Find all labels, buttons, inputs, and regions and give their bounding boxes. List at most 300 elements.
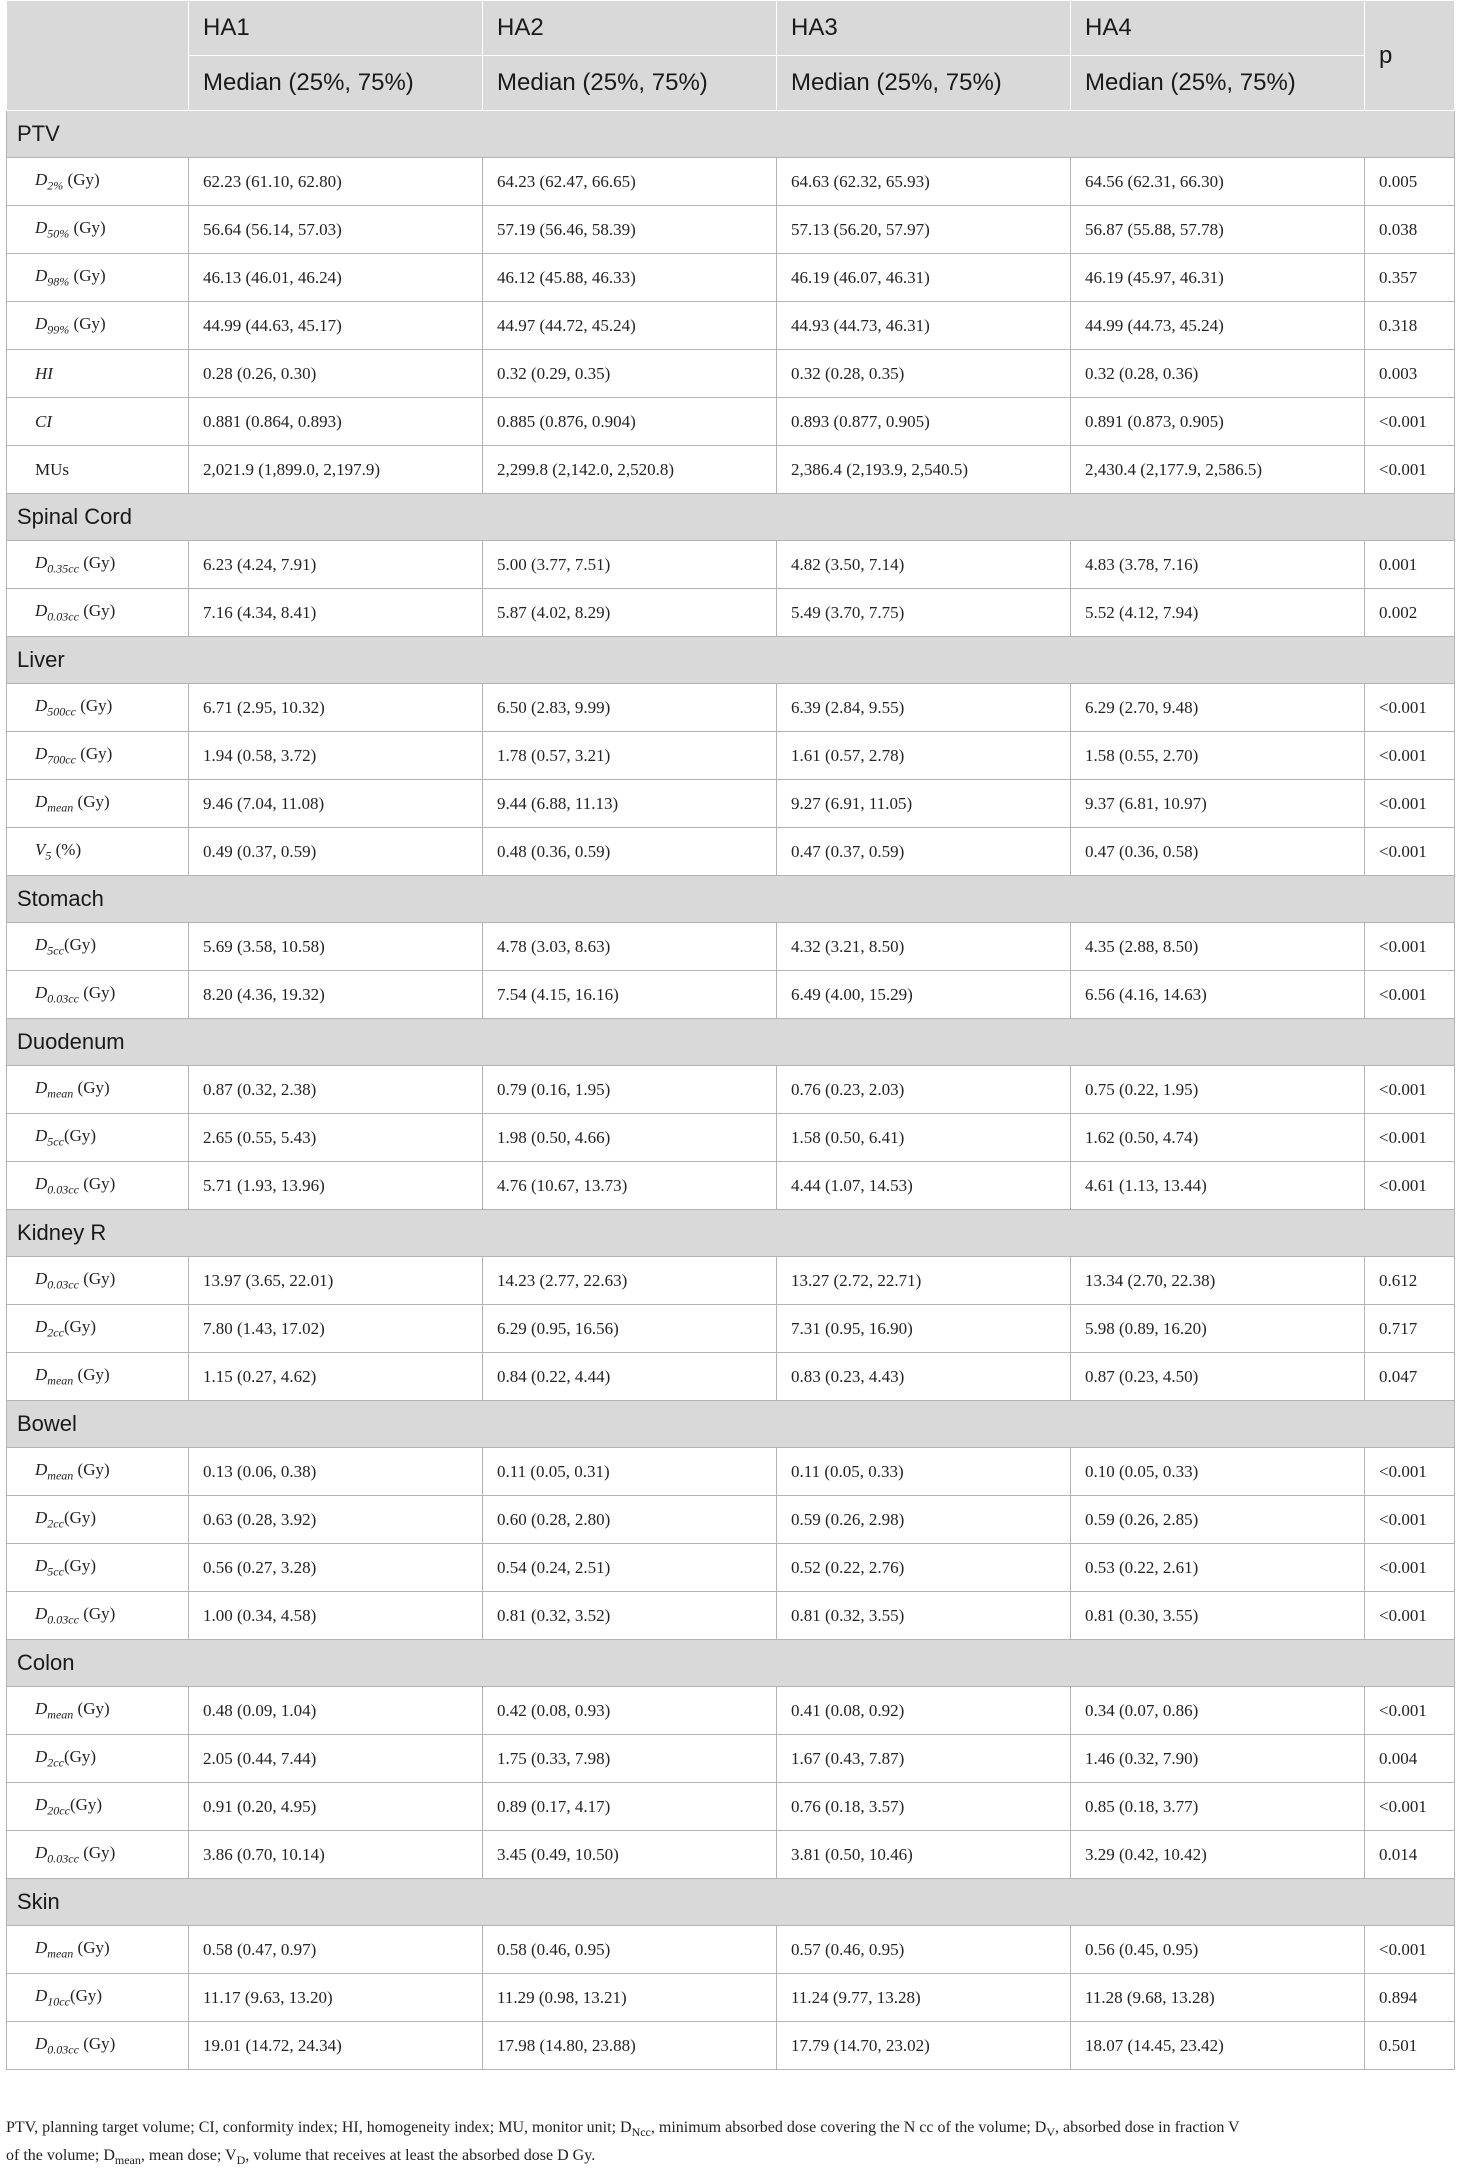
- median-cell-ha3: 5.49 (3.70, 7.75): [777, 589, 1071, 637]
- header-sub-ha4: Median (25%, 75%): [1071, 56, 1365, 111]
- row-label-symbol: D: [35, 1316, 48, 1336]
- median-cell-ha2: 6.50 (2.83, 9.99): [483, 684, 777, 732]
- median-cell-ha1: 0.49 (0.37, 0.59): [189, 828, 483, 876]
- median-cell-ha4: 46.19 (45.97, 46.31): [1071, 254, 1365, 302]
- median-cell-ha4: 1.62 (0.50, 4.74): [1071, 1114, 1365, 1162]
- p-value-cell: <0.001: [1365, 1783, 1455, 1831]
- row-label-subscript: 99%: [47, 322, 70, 337]
- row-label-unit: (Gy): [73, 1937, 110, 1957]
- row-label: [7, 541, 189, 589]
- p-value-cell: <0.001: [1365, 1448, 1455, 1496]
- row-label-unit: (Gy): [69, 265, 106, 285]
- table-row: [7, 1544, 1455, 1592]
- row-label-symbol: D: [35, 217, 48, 237]
- p-value-cell: 0.047: [1365, 1353, 1455, 1401]
- row-label-subscript: 20cc: [47, 1803, 70, 1818]
- median-cell-ha2: 0.48 (0.36, 0.59): [483, 828, 777, 876]
- row-label: [7, 923, 189, 971]
- median-cell-ha2: 57.19 (56.46, 58.39): [483, 206, 777, 254]
- row-label-subscript: 5cc: [47, 943, 64, 958]
- median-cell-ha4: 0.59 (0.26, 2.85): [1071, 1496, 1365, 1544]
- median-cell-ha3: 7.31 (0.95, 16.90): [777, 1305, 1071, 1353]
- row-label-unit: (Gy): [69, 217, 106, 237]
- median-cell-ha4: 0.85 (0.18, 3.77): [1071, 1783, 1365, 1831]
- header-blank: [7, 1, 189, 111]
- median-cell-ha3: 0.76 (0.23, 2.03): [777, 1066, 1071, 1114]
- row-label: [7, 1735, 189, 1783]
- median-cell-ha4: 0.56 (0.45, 0.95): [1071, 1926, 1365, 1974]
- row-label: [7, 254, 189, 302]
- median-cell-ha3: 6.49 (4.00, 15.29): [777, 971, 1071, 1019]
- row-label: [7, 1783, 189, 1831]
- section-title: Duodenum: [7, 1019, 1455, 1066]
- section-title: Spinal Cord: [7, 494, 1455, 541]
- p-value-cell: <0.001: [1365, 923, 1455, 971]
- row-label-subscript: 10cc: [47, 1994, 70, 2009]
- row-label-unit: (Gy): [63, 934, 97, 954]
- p-value-cell: 0.038: [1365, 206, 1455, 254]
- row-label-unit: (Gy): [69, 1985, 103, 2005]
- row-label-symbol: D: [35, 2033, 48, 2053]
- table-row: [7, 541, 1455, 589]
- row-label-unit: (Gy): [78, 1268, 116, 1288]
- row-label: [7, 158, 189, 206]
- median-cell-ha1: 0.881 (0.864, 0.893): [189, 398, 483, 446]
- row-label: [7, 1114, 189, 1162]
- table-row: [7, 1592, 1455, 1640]
- row-label-symbol: D: [35, 313, 48, 333]
- median-cell-ha4: 0.891 (0.873, 0.905): [1071, 398, 1365, 446]
- median-cell-ha1: 1.94 (0.58, 3.72): [189, 732, 483, 780]
- table-footnote: PTV, planning target volume; CI, conformity index; HI, homogeneity index; MU, monitor unit; $D_{Ncc}$, minimum absorbed dose covering the N cc of the volume; $D_V$, absorbed dose in fraction V of the volume; $D_{mean}$, mean dose; $V_D$, volume that receives at least the absorbed dose D Gy.: [6, 2119, 1240, 2168]
- median-cell-ha2: 0.54 (0.24, 2.51): [483, 1544, 777, 1592]
- p-value-cell: <0.001: [1365, 1592, 1455, 1640]
- table-header: [7, 1, 1455, 111]
- table-row: [7, 398, 1455, 446]
- results-table-container: [6, 0, 1454, 2070]
- median-cell-ha3: 57.13 (56.20, 57.97): [777, 206, 1071, 254]
- row-label-unit: (Gy): [78, 1173, 116, 1193]
- p-value-cell: <0.001: [1365, 446, 1455, 494]
- p-value-cell: 0.004: [1365, 1735, 1455, 1783]
- row-label: [7, 350, 189, 398]
- table-row: [7, 1926, 1455, 1974]
- header-ha2: HA2: [483, 1, 777, 56]
- row-label-subscript: mean: [47, 1468, 74, 1483]
- row-label-symbol: D: [35, 1603, 48, 1623]
- row-label: [7, 589, 189, 637]
- median-cell-ha1: 2.65 (0.55, 5.43): [189, 1114, 483, 1162]
- median-cell-ha4: 4.83 (3.78, 7.16): [1071, 541, 1365, 589]
- median-cell-ha3: 1.61 (0.57, 2.78): [777, 732, 1071, 780]
- median-cell-ha2: 9.44 (6.88, 11.13): [483, 780, 777, 828]
- row-label-unit: (Gy): [63, 169, 100, 189]
- median-cell-ha4: 0.87 (0.23, 4.50): [1071, 1353, 1365, 1401]
- table-row: [7, 780, 1455, 828]
- p-value-cell: 0.001: [1365, 541, 1455, 589]
- row-label-unit: (Gy): [63, 1316, 97, 1336]
- table-row: [7, 1974, 1455, 2022]
- header-ha4: HA4: [1071, 1, 1365, 56]
- row-label: [7, 1544, 189, 1592]
- median-cell-ha1: 0.28 (0.26, 0.30): [189, 350, 483, 398]
- row-label: [7, 1592, 189, 1640]
- table-row: [7, 828, 1455, 876]
- median-cell-ha1: 6.71 (2.95, 10.32): [189, 684, 483, 732]
- median-cell-ha2: 0.58 (0.46, 0.95): [483, 1926, 777, 1974]
- median-cell-ha3: 0.893 (0.877, 0.905): [777, 398, 1071, 446]
- median-cell-ha2: 0.11 (0.05, 0.31): [483, 1448, 777, 1496]
- row-label-unit: (Gy): [73, 1077, 110, 1097]
- median-cell-ha1: 62.23 (61.10, 62.80): [189, 158, 483, 206]
- median-cell-ha2: 11.29 (0.98, 13.21): [483, 1974, 777, 2022]
- row-label-subscript: 0.03cc: [47, 1612, 79, 1627]
- median-cell-ha3: 1.58 (0.50, 6.41): [777, 1114, 1071, 1162]
- row-label: [7, 1926, 189, 1974]
- row-label-unit: (Gy): [78, 1842, 116, 1862]
- median-cell-ha4: 6.29 (2.70, 9.48): [1071, 684, 1365, 732]
- median-cell-ha3: 0.52 (0.22, 2.76): [777, 1544, 1071, 1592]
- row-label-subscript: 0.03cc: [47, 609, 79, 624]
- p-value-cell: <0.001: [1365, 1114, 1455, 1162]
- row-label-symbol: D: [35, 695, 48, 715]
- median-cell-ha3: 0.57 (0.46, 0.95): [777, 1926, 1071, 1974]
- median-cell-ha3: 4.44 (1.07, 14.53): [777, 1162, 1071, 1210]
- row-label-subscript: 98%: [47, 274, 70, 289]
- median-cell-ha3: 4.82 (3.50, 7.14): [777, 541, 1071, 589]
- median-cell-ha1: 2.05 (0.44, 7.44): [189, 1735, 483, 1783]
- median-cell-ha3: 6.39 (2.84, 9.55): [777, 684, 1071, 732]
- row-label-symbol: D: [35, 169, 48, 189]
- section-title: Bowel: [7, 1401, 1455, 1448]
- section-row: [7, 1019, 1455, 1066]
- row-label-unit: (Gy): [78, 1603, 116, 1623]
- section-row: [7, 876, 1455, 923]
- section-title: Stomach: [7, 876, 1455, 923]
- header-ha3: HA3: [777, 1, 1071, 56]
- row-label: [7, 1448, 189, 1496]
- section-row: [7, 1879, 1455, 1926]
- row-label: [7, 206, 189, 254]
- median-cell-ha3: 0.41 (0.08, 0.92): [777, 1687, 1071, 1735]
- table-row: [7, 971, 1455, 1019]
- row-label: [7, 1162, 189, 1210]
- median-cell-ha4: 0.34 (0.07, 0.86): [1071, 1687, 1365, 1735]
- row-label-symbol: D: [35, 1364, 48, 1384]
- row-label-symbol: D: [35, 1555, 48, 1575]
- table-row: [7, 350, 1455, 398]
- table-row: [7, 1257, 1455, 1305]
- section-row: [7, 1640, 1455, 1687]
- p-value-cell: 0.357: [1365, 254, 1455, 302]
- row-label: [7, 302, 189, 350]
- row-label-unit: (Gy): [78, 982, 116, 1002]
- p-value-cell: <0.001: [1365, 780, 1455, 828]
- row-label-symbol: CI: [35, 411, 52, 431]
- table-row: [7, 1114, 1455, 1162]
- median-cell-ha2: 4.76 (10.67, 13.73): [483, 1162, 777, 1210]
- median-cell-ha4: 0.32 (0.28, 0.36): [1071, 350, 1365, 398]
- median-cell-ha3: 0.47 (0.37, 0.59): [777, 828, 1071, 876]
- row-label-symbol: D: [35, 1937, 48, 1957]
- median-cell-ha2: 17.98 (14.80, 23.88): [483, 2022, 777, 2070]
- median-cell-ha3: 1.67 (0.43, 7.87): [777, 1735, 1071, 1783]
- row-label-subscript: 0.03cc: [47, 991, 79, 1006]
- median-cell-ha4: 56.87 (55.88, 57.78): [1071, 206, 1365, 254]
- row-label-unit: (Gy): [73, 1698, 110, 1718]
- median-cell-ha2: 46.12 (45.88, 46.33): [483, 254, 777, 302]
- median-cell-ha4: 4.35 (2.88, 8.50): [1071, 923, 1365, 971]
- median-cell-ha1: 46.13 (46.01, 46.24): [189, 254, 483, 302]
- table-row: [7, 1066, 1455, 1114]
- median-cell-ha3: 0.83 (0.23, 4.43): [777, 1353, 1071, 1401]
- median-cell-ha4: 0.53 (0.22, 2.61): [1071, 1544, 1365, 1592]
- table-row: [7, 1448, 1455, 1496]
- median-cell-ha4: 0.81 (0.30, 3.55): [1071, 1592, 1365, 1640]
- median-cell-ha4: 0.47 (0.36, 0.58): [1071, 828, 1365, 876]
- header-sub-ha3: Median (25%, 75%): [777, 56, 1071, 111]
- median-cell-ha4: 9.37 (6.81, 10.97): [1071, 780, 1365, 828]
- median-cell-ha1: 5.69 (3.58, 10.58): [189, 923, 483, 971]
- row-label: [7, 780, 189, 828]
- table-row: [7, 732, 1455, 780]
- p-value-cell: <0.001: [1365, 1162, 1455, 1210]
- p-value-cell: 0.501: [1365, 2022, 1455, 2070]
- row-label: [7, 446, 189, 494]
- median-cell-ha1: 0.91 (0.20, 4.95): [189, 1783, 483, 1831]
- p-value-cell: <0.001: [1365, 398, 1455, 446]
- median-cell-ha2: 3.45 (0.49, 10.50): [483, 1831, 777, 1879]
- row-label-symbol: D: [35, 552, 48, 572]
- median-cell-ha3: 4.32 (3.21, 8.50): [777, 923, 1071, 971]
- row-label-symbol: D: [35, 1459, 48, 1479]
- section-title: Liver: [7, 637, 1455, 684]
- p-value-cell: <0.001: [1365, 971, 1455, 1019]
- median-cell-ha4: 64.56 (62.31, 66.30): [1071, 158, 1365, 206]
- row-label: [7, 1687, 189, 1735]
- median-cell-ha3: 0.81 (0.32, 3.55): [777, 1592, 1071, 1640]
- median-cell-ha2: 5.00 (3.77, 7.51): [483, 541, 777, 589]
- median-cell-ha2: 0.84 (0.22, 4.44): [483, 1353, 777, 1401]
- median-cell-ha1: 9.46 (7.04, 11.08): [189, 780, 483, 828]
- row-label: [7, 2022, 189, 2070]
- row-label-symbol: D: [35, 1125, 48, 1145]
- row-label-subscript: 2cc: [47, 1755, 64, 1770]
- row-label: [7, 1496, 189, 1544]
- section-title: Skin: [7, 1879, 1455, 1926]
- median-cell-ha2: 7.54 (4.15, 16.16): [483, 971, 777, 1019]
- median-cell-ha2: 2,299.8 (2,142.0, 2,520.8): [483, 446, 777, 494]
- median-cell-ha4: 1.46 (0.32, 7.90): [1071, 1735, 1365, 1783]
- header-p: p: [1365, 1, 1455, 111]
- table-row: [7, 254, 1455, 302]
- median-cell-ha4: 2,430.4 (2,177.9, 2,586.5): [1071, 446, 1365, 494]
- p-value-cell: <0.001: [1365, 828, 1455, 876]
- table-row: [7, 2022, 1455, 2070]
- median-cell-ha4: 18.07 (14.45, 23.42): [1071, 2022, 1365, 2070]
- section-title: PTV: [7, 111, 1455, 158]
- median-cell-ha1: 7.80 (1.43, 17.02): [189, 1305, 483, 1353]
- table-row: [7, 446, 1455, 494]
- median-cell-ha2: 5.87 (4.02, 8.29): [483, 589, 777, 637]
- median-cell-ha2: 0.81 (0.32, 3.52): [483, 1592, 777, 1640]
- median-cell-ha3: 9.27 (6.91, 11.05): [777, 780, 1071, 828]
- median-cell-ha1: 0.58 (0.47, 0.97): [189, 1926, 483, 1974]
- p-value-cell: 0.612: [1365, 1257, 1455, 1305]
- header-sub-ha1: Median (25%, 75%): [189, 56, 483, 111]
- dose-comparison-table: [6, 0, 1455, 2070]
- median-cell-ha1: 0.87 (0.32, 2.38): [189, 1066, 483, 1114]
- row-label-symbol: V: [35, 839, 46, 859]
- row-label-unit: (Gy): [63, 1507, 97, 1527]
- median-cell-ha2: 44.97 (44.72, 45.24): [483, 302, 777, 350]
- table-row: [7, 1162, 1455, 1210]
- p-value-cell: <0.001: [1365, 1687, 1455, 1735]
- row-label-symbol: D: [35, 1746, 48, 1766]
- median-cell-ha3: 3.81 (0.50, 10.46): [777, 1831, 1071, 1879]
- section-row: [7, 637, 1455, 684]
- median-cell-ha1: 13.97 (3.65, 22.01): [189, 1257, 483, 1305]
- median-cell-ha1: 44.99 (44.63, 45.17): [189, 302, 483, 350]
- median-cell-ha1: 1.15 (0.27, 4.62): [189, 1353, 483, 1401]
- row-label: [7, 971, 189, 1019]
- row-label-unit: (Gy): [63, 1746, 97, 1766]
- row-label-symbol: HI: [35, 363, 53, 383]
- row-label: [7, 1305, 189, 1353]
- table-row: [7, 1353, 1455, 1401]
- table-row: [7, 302, 1455, 350]
- row-label: [7, 1257, 189, 1305]
- median-cell-ha4: 11.28 (9.68, 13.28): [1071, 1974, 1365, 2022]
- row-label-subscript: 2%: [47, 178, 64, 193]
- median-cell-ha1: 6.23 (4.24, 7.91): [189, 541, 483, 589]
- table-row: [7, 1305, 1455, 1353]
- p-value-cell: 0.003: [1365, 350, 1455, 398]
- p-value-cell: <0.001: [1365, 1544, 1455, 1592]
- median-cell-ha1: 56.64 (56.14, 57.03): [189, 206, 483, 254]
- row-label-unit: (Gy): [69, 313, 106, 333]
- median-cell-ha1: 2,021.9 (1,899.0, 2,197.9): [189, 446, 483, 494]
- median-cell-ha2: 0.89 (0.17, 4.17): [483, 1783, 777, 1831]
- median-cell-ha1: 1.00 (0.34, 4.58): [189, 1592, 483, 1640]
- row-label-subscript: mean: [47, 1373, 74, 1388]
- row-label-subscript: mean: [47, 1086, 74, 1101]
- row-label-symbol: D: [35, 982, 48, 1002]
- median-cell-ha3: 0.76 (0.18, 3.57): [777, 1783, 1071, 1831]
- row-label: [7, 1974, 189, 2022]
- row-label-subscript: 50%: [47, 226, 70, 241]
- row-label-subscript: 2cc: [47, 1325, 64, 1340]
- row-label: [7, 1353, 189, 1401]
- median-cell-ha2: 4.78 (3.03, 8.63): [483, 923, 777, 971]
- median-cell-ha1: 8.20 (4.36, 19.32): [189, 971, 483, 1019]
- median-cell-ha1: 11.17 (9.63, 13.20): [189, 1974, 483, 2022]
- row-label-unit: (Gy): [78, 2033, 116, 2053]
- median-cell-ha4: 1.58 (0.55, 2.70): [1071, 732, 1365, 780]
- median-cell-ha1: 7.16 (4.34, 8.41): [189, 589, 483, 637]
- row-label-symbol: D: [35, 791, 48, 811]
- row-label-subscript: 700cc: [47, 752, 76, 767]
- row-label-subscript: 500cc: [47, 704, 76, 719]
- median-cell-ha1: 0.63 (0.28, 3.92): [189, 1496, 483, 1544]
- row-label-subscript: 0.03cc: [47, 2042, 79, 2057]
- median-cell-ha4: 44.99 (44.73, 45.24): [1071, 302, 1365, 350]
- median-cell-ha4: 5.52 (4.12, 7.94): [1071, 589, 1365, 637]
- row-label-subscript: mean: [47, 1946, 74, 1961]
- median-cell-ha4: 5.98 (0.89, 16.20): [1071, 1305, 1365, 1353]
- median-cell-ha2: 0.60 (0.28, 2.80): [483, 1496, 777, 1544]
- median-cell-ha2: 14.23 (2.77, 22.63): [483, 1257, 777, 1305]
- table-row: [7, 1831, 1455, 1879]
- row-label: [7, 1831, 189, 1879]
- p-value-cell: 0.014: [1365, 1831, 1455, 1879]
- median-cell-ha2: 1.78 (0.57, 3.21): [483, 732, 777, 780]
- table-row: [7, 1496, 1455, 1544]
- row-label: [7, 732, 189, 780]
- row-label-subscript: mean: [47, 800, 74, 815]
- median-cell-ha3: 13.27 (2.72, 22.71): [777, 1257, 1071, 1305]
- row-label-symbol: D: [35, 1842, 48, 1862]
- row-label-symbol: D: [35, 1173, 48, 1193]
- row-label-subscript: 0.03cc: [47, 1182, 79, 1197]
- median-cell-ha3: 64.63 (62.32, 65.93): [777, 158, 1071, 206]
- table-row: [7, 923, 1455, 971]
- row-label-unit: (%): [51, 839, 82, 859]
- row-label-unit: (Gy): [73, 1364, 110, 1384]
- table-row: [7, 589, 1455, 637]
- header-ha1: HA1: [189, 1, 483, 56]
- row-label-symbol: D: [35, 743, 48, 763]
- table-row: [7, 684, 1455, 732]
- p-value-cell: 0.002: [1365, 589, 1455, 637]
- median-cell-ha4: 0.10 (0.05, 0.33): [1071, 1448, 1365, 1496]
- median-cell-ha3: 0.11 (0.05, 0.33): [777, 1448, 1071, 1496]
- median-cell-ha4: 3.29 (0.42, 10.42): [1071, 1831, 1365, 1879]
- row-label-unit: (Gy): [78, 600, 116, 620]
- p-value-cell: <0.001: [1365, 1066, 1455, 1114]
- row-label: [7, 1066, 189, 1114]
- row-label-subscript: 0.35cc: [47, 561, 79, 576]
- row-label-unit: (Gy): [78, 552, 116, 572]
- median-cell-ha4: 4.61 (1.13, 13.44): [1071, 1162, 1365, 1210]
- median-cell-ha4: 13.34 (2.70, 22.38): [1071, 1257, 1365, 1305]
- row-label-symbol: D: [35, 265, 48, 285]
- row-label-symbol: D: [35, 934, 48, 954]
- row-label-symbol: D: [35, 1985, 48, 2005]
- median-cell-ha4: 0.75 (0.22, 1.95): [1071, 1066, 1365, 1114]
- row-label-symbol: D: [35, 1507, 48, 1527]
- section-row: [7, 1401, 1455, 1448]
- row-label-symbol: D: [35, 1794, 48, 1814]
- row-label-subscript: 5cc: [47, 1564, 64, 1579]
- row-label-symbol: D: [35, 1698, 48, 1718]
- median-cell-ha2: 1.98 (0.50, 4.66): [483, 1114, 777, 1162]
- table-row: [7, 206, 1455, 254]
- median-cell-ha2: 0.885 (0.876, 0.904): [483, 398, 777, 446]
- p-value-cell: <0.001: [1365, 732, 1455, 780]
- median-cell-ha2: 64.23 (62.47, 66.65): [483, 158, 777, 206]
- median-cell-ha1: 5.71 (1.93, 13.96): [189, 1162, 483, 1210]
- row-label-subscript: 0.03cc: [47, 1851, 79, 1866]
- section-row: [7, 111, 1455, 158]
- row-label-unit: (Gy): [63, 1555, 97, 1575]
- section-row: [7, 494, 1455, 541]
- median-cell-ha2: 0.32 (0.29, 0.35): [483, 350, 777, 398]
- table-row: [7, 1735, 1455, 1783]
- median-cell-ha3: 17.79 (14.70, 23.02): [777, 2022, 1071, 2070]
- median-cell-ha1: 0.56 (0.27, 3.28): [189, 1544, 483, 1592]
- row-label-unit: (Gy): [75, 743, 113, 763]
